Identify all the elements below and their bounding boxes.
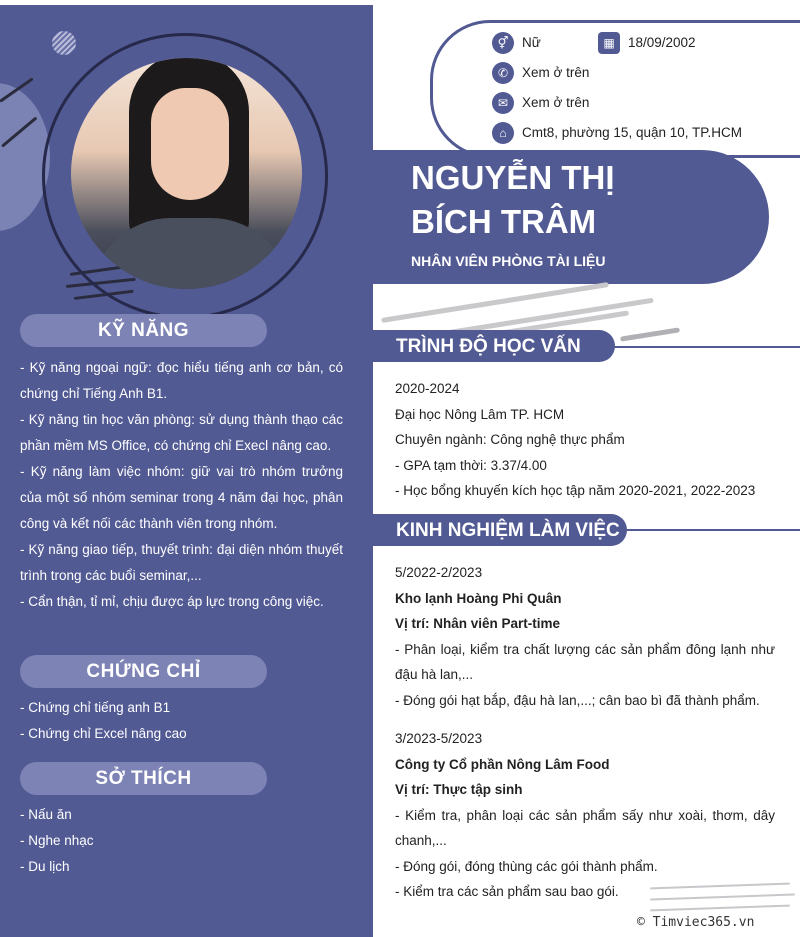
education-major: Chuyên ngành: Công nghệ thực phẩm [395,432,625,447]
phone-icon: ✆ [492,62,514,84]
list-item: - Kỹ năng tin học văn phòng: sử dụng thành thạo các phần mềm MS Office, có chứng chỉ Execl nâng cao. [20,412,343,453]
job-company: Công ty Cổ phần Nông Lâm Food [395,756,610,772]
list-item: - Nấu ăn [20,807,72,822]
skills-list [20,355,343,615]
list-item: - Kỹ năng làm việc nhóm: giữ vai trò nhóm trưởng của một số nhóm seminar trong 4 năm đại học, phân công và kết nối các thành viên trong nhóm. [20,464,343,531]
address-value: Cmt8, phường 15, quận 10, TP.HCM [522,125,743,140]
candidate-name [411,156,615,244]
job-task: - Phân loại, kiểm tra chất lượng các sản phẩm đông lạnh như đậu hà lan,... [395,641,775,682]
list-item: - Nghe nhạc [20,833,94,848]
name-line-1: NGUYỄN THỊ [411,159,615,196]
list-item: - Kỹ năng ngoại ngữ: đọc hiểu tiếng anh cơ bản, có chứng chỉ Tiếng Anh B1. [20,360,343,401]
job-task: - Kiểm tra, phân loại các sản phẩm sấy như xoài, thơm, dây chanh,... [395,807,775,848]
decorative-dot [52,31,76,55]
job-role: Vị trí: Nhân viên Part-time [395,616,561,631]
decorative-wave [650,905,790,912]
list-item: - Chứng chỉ tiếng anh B1 [20,700,171,715]
experience-details [395,560,775,905]
avatar [71,58,302,289]
education-school: Đại học Nông Lâm TP. HCM [395,406,565,422]
list-item: - Cẩn thận, tỉ mỉ, chịu được áp lực trong công việc. [20,594,324,609]
calendar-icon: ▦ [598,32,620,54]
education-title: TRÌNH ĐỘ HỌC VẤN [365,330,615,362]
list-item: - Chứng chỉ Excel nâng cao [20,726,187,741]
home-icon: ⌂ [492,122,514,144]
mail-icon: ✉ [492,92,514,114]
experience-title: KINH NGHIỆM LÀM VIỆC [365,514,627,546]
hobbies-list [20,802,343,880]
email-value: Xem ở trên [522,95,590,110]
name-line-2: BÍCH TRÂM [411,203,597,240]
hobbies-title: SỞ THÍCH [20,762,267,795]
birthday-value: 18/09/2002 [628,35,696,50]
watermark: © Timviec365.vn [637,915,755,930]
skills-title: KỸ NĂNG [20,314,267,347]
desired-position: NHÂN VIÊN PHÒNG TÀI LIỆU [411,253,606,269]
education-period: 2020-2024 [395,381,460,396]
education-scholarship: - Học bổng khuyến kích học tập năm 2020-2021, 2022-2023 [395,483,756,498]
phone-value: Xem ở trên [522,65,590,80]
education-details [395,376,775,504]
gender-icon: ⚥ [492,32,514,54]
decorative-stroke [381,282,609,323]
decorative-stroke [620,327,680,341]
certificates-title: CHỨNG CHỈ [20,655,267,688]
left-sidebar [0,5,373,937]
job-task: - Đóng gói, đóng thùng các gói thành phẩm. [395,858,658,874]
list-item: - Kỹ năng giao tiếp, thuyết trình: đại diện nhóm thuyết trình trong các buổi seminar,... [20,542,343,583]
list-item: - Du lịch [20,859,70,874]
job-task: - Kiểm tra các sản phẩm sau bao gói. [395,884,619,899]
job-period: 3/2023-5/2023 [395,731,483,746]
job-period: 5/2022-2/2023 [395,565,483,580]
job-role: Vị trí: Thực tập sinh [395,782,523,797]
gender-value: Nữ [522,35,541,50]
job-task: - Đóng gói hạt bắp, đậu hà lan,...; cân bao bì đã thành phẩm. [395,692,760,708]
education-gpa: - GPA tạm thời: 3.37/4.00 [395,457,547,473]
certificates-list [20,695,343,747]
job-company: Kho lạnh Hoàng Phi Quân [395,590,562,606]
